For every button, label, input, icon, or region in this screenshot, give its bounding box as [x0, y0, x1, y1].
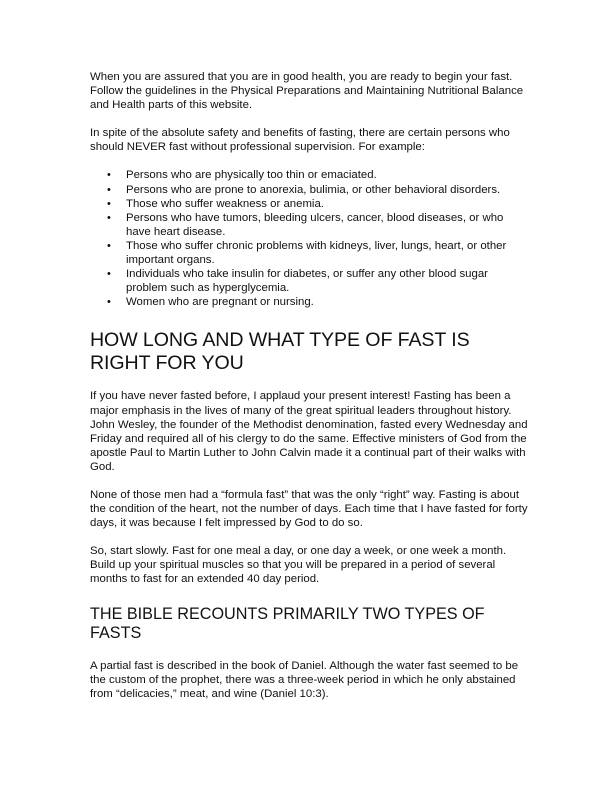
- list-item: [107, 295, 530, 309]
- section-heading-two-types: THE BIBLE RECOUNTS PRIMARILY TWO TYPES OF FASTS: [90, 604, 485, 643]
- list-item-text: Women who are pregnant or nursing.: [126, 296, 314, 309]
- list-item-text: Those who suffer weakness or anemia.: [126, 197, 324, 210]
- list-item-text: Persons who have tumors, bleeding ulcers, cancer, blood diseases, or who have heart disease.: [126, 211, 504, 238]
- list-item: [107, 211, 530, 239]
- bullet-icon: •: [107, 211, 111, 224]
- bullet-icon: •: [107, 183, 111, 196]
- list-item: [107, 239, 530, 267]
- bullet-icon: •: [107, 197, 111, 210]
- section1-paragraph: So, start slowly. Fast for one meal a day, or one day a week, or one week a month. Build up your spiritual muscles so that you will be prepared in a period of several months to fast for an extended 40 day period.: [90, 545, 507, 586]
- list-item-text: Persons who are prone to anorexia, bulimia, or other behavioral disorders.: [126, 183, 501, 196]
- section1-paragraph: None of those men had a “formula fast” that was the only “right” way. Fasting is about the condition of the heart, not the number of days. Each time that I have fasted for forty days, it was because I felt impressed by God to do so.: [90, 488, 528, 530]
- list-item-text: Persons who are physically too thin or emaciated.: [126, 169, 377, 182]
- intro-paragraph-2: In spite of the absolute safety and benefits of fasting, there are certain persons who should NEVER fast without professional supervision. For example:: [90, 127, 510, 154]
- section1-paragraph: If you have never fasted before, I applaud your present interest! Fasting has been a major emphasis in the lives of many of the great spiritual leaders throughout history. John Wesley, the founder of the Methodist denomination, fasted every Wednesday and Friday and required all of his clergy to do the same. Effective ministers of God from the apostle Paul to Martin Luther to John Calvin made it a continual part of their walks with God.: [90, 390, 528, 473]
- bullet-icon: •: [107, 296, 111, 309]
- list-item-text: Individuals who take insulin for diabetes, or suffer any other blood sugar problem such as hyperglycemia.: [126, 268, 488, 295]
- bullet-icon: •: [107, 268, 111, 281]
- page-content: [90, 70, 530, 701]
- bullet-icon: •: [107, 169, 111, 182]
- list-item: [107, 183, 530, 197]
- list-item-text: Those who suffer chronic problems with kidneys, liver, lungs, heart, or other important organs.: [126, 239, 507, 267]
- list-item: [107, 267, 530, 295]
- section2-paragraph: A partial fast is described in the book of Daniel. Although the water fast seemed to be the custom of the prophet, there was a three-week period in which he only abstained from “delicacies,” meat, and wine (Daniel 10:3).: [90, 659, 519, 700]
- precautions-list: [90, 168, 530, 309]
- list-item: [107, 197, 530, 211]
- bullet-icon: •: [107, 239, 111, 252]
- section-heading-how-long: HOW LONG AND WHAT TYPE OF FAST IS RIGHT FOR YOU: [90, 329, 470, 375]
- intro-paragraph-1: When you are assured that you are in good health, you are ready to begin your fast. Follow the guidelines in the Physical Preparations and Maintaining Nutritional Balance and Health parts of this website.: [90, 71, 524, 112]
- list-item: [107, 168, 530, 182]
